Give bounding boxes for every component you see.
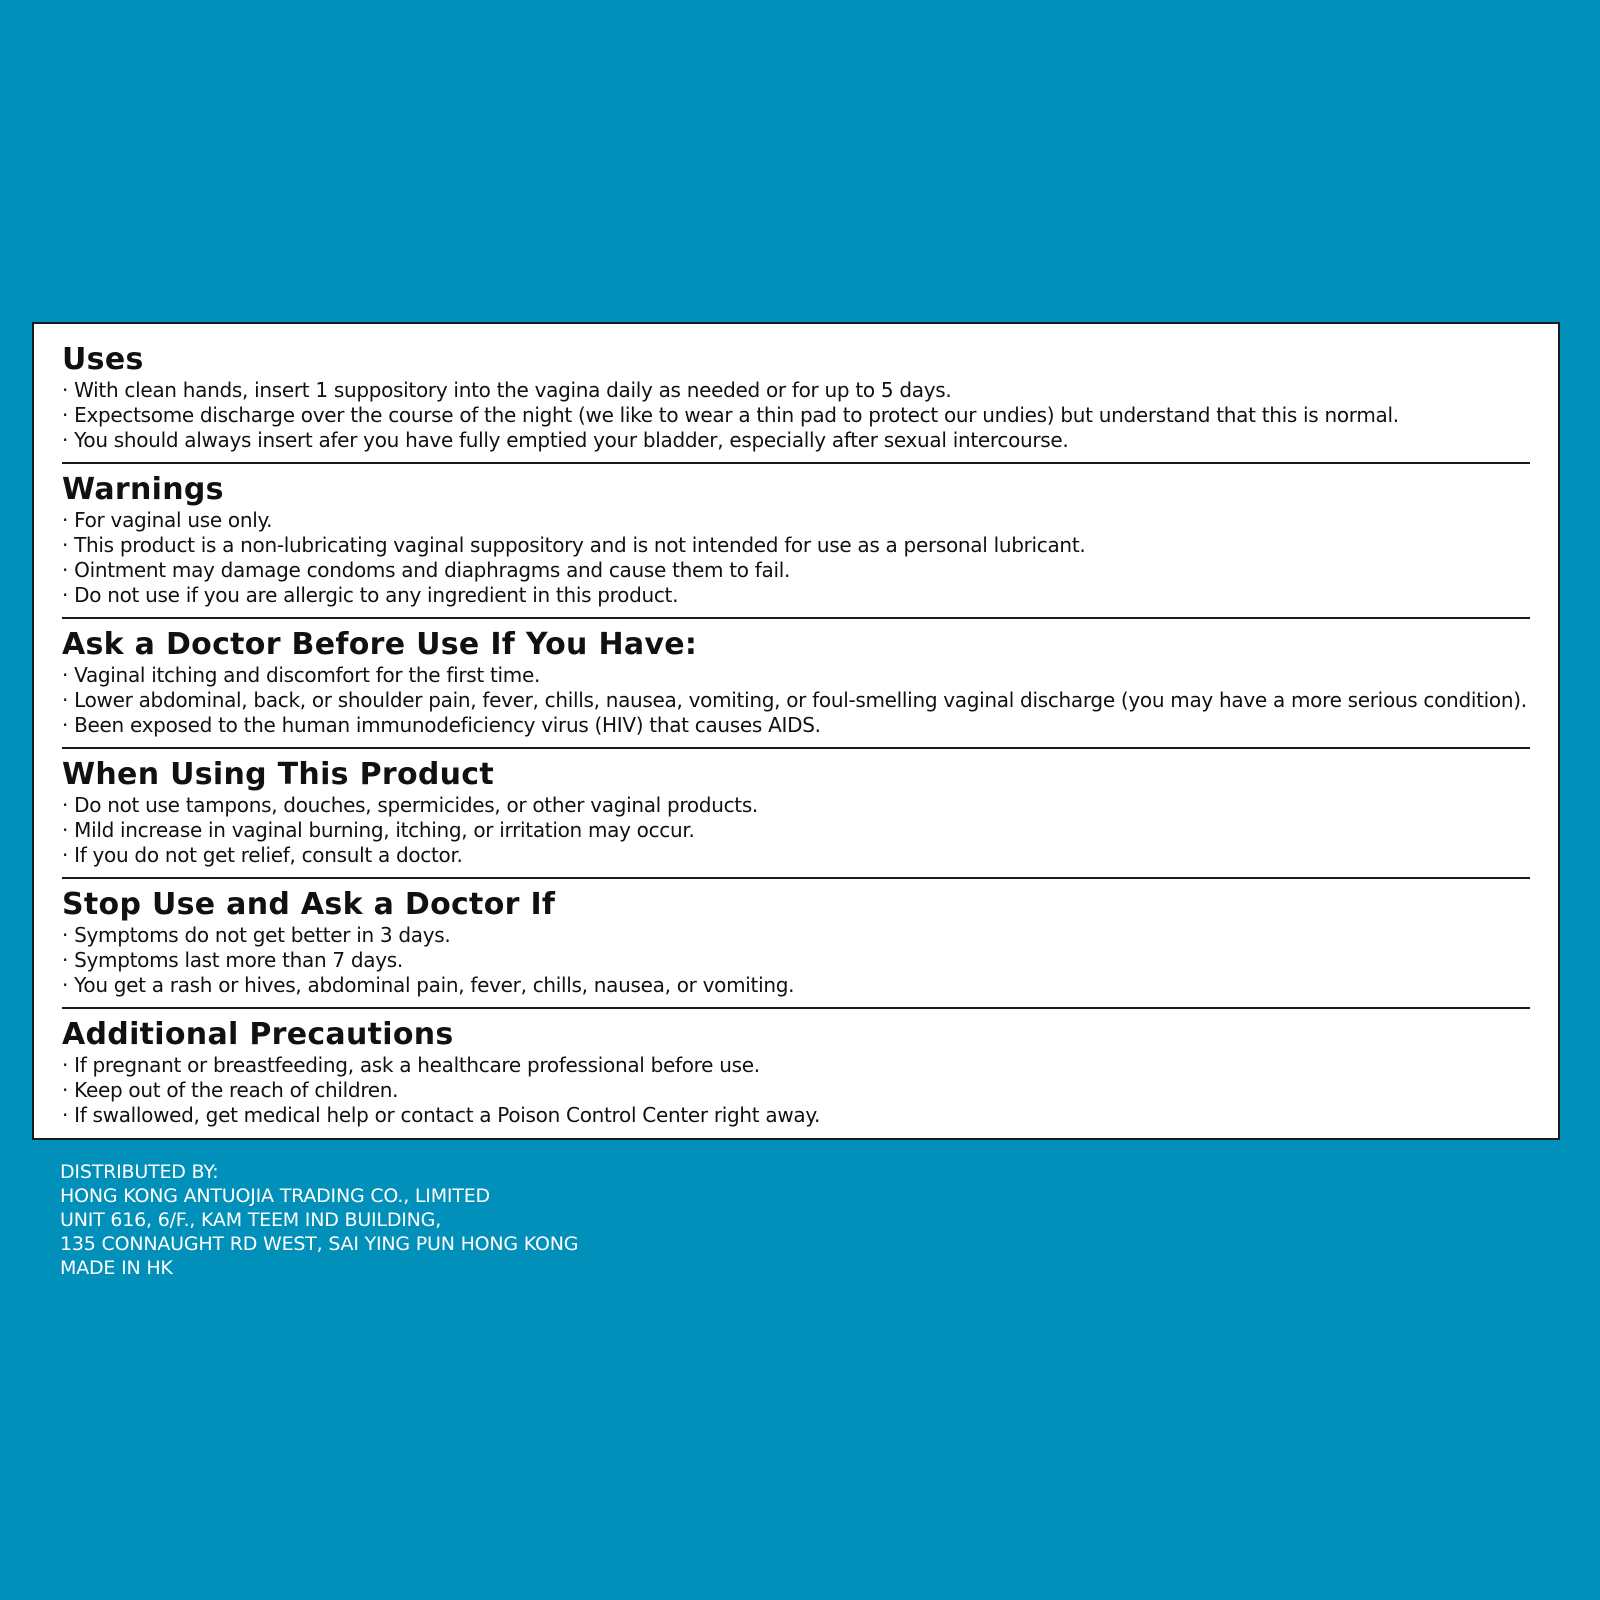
section-ask-doctor: [62, 627, 1530, 749]
section-uses: [62, 342, 1530, 464]
made-in-note: MADE IN HK: [60, 1257, 173, 1279]
distributor-heading: DISTRIBUTED BY:: [60, 1161, 219, 1183]
list-item: · Symptoms last more than 7 days.: [62, 948, 1530, 973]
section-stop-use: [62, 887, 1530, 1009]
section-additional-precautions: [62, 1017, 1530, 1128]
section-title: Uses: [62, 342, 144, 377]
list-item: · For vaginal use only.: [62, 508, 1530, 533]
section-list: [62, 923, 1530, 998]
section-list: [62, 793, 1530, 868]
section-title: When Using This Product: [62, 757, 495, 792]
list-item: · Ointment may damage condoms and diaphragms and cause them to fail.: [62, 558, 1530, 583]
list-item: · You get a rash or hives, abdominal pain, fever, chills, nausea, or vomiting.: [62, 973, 1530, 998]
section-list: [62, 508, 1530, 608]
list-item: · Expectsome discharge over the course of the night (we like to wear a thin pad to protect our undies) but understand that this is normal.: [62, 403, 1530, 428]
list-item: · If pregnant or breastfeeding, ask a healthcare professional before use.: [62, 1053, 1530, 1078]
distributor-info: [60, 1160, 578, 1280]
list-item: · Lower abdominal, back, or shoulder pain, fever, chills, nausea, vomiting, or foul-smelling vaginal discharge (you may have a more serious condition).: [62, 688, 1530, 713]
list-item: · If you do not get relief, consult a doctor.: [62, 843, 1530, 868]
list-item: · Been exposed to the human immunodeficiency virus (HIV) that causes AIDS.: [62, 713, 1530, 738]
section-title: Ask a Doctor Before Use If You Have:: [62, 627, 698, 662]
list-item: · Keep out of the reach of children.: [62, 1078, 1530, 1103]
section-title: Warnings: [62, 472, 224, 507]
distributor-address-line-1: UNIT 616, 6/F., KAM TEEM IND BUILDING,: [60, 1209, 442, 1231]
list-item: · Vaginal itching and discomfort for the first time.: [62, 663, 1530, 688]
list-item: · Do not use if you are allergic to any ingredient in this product.: [62, 583, 1530, 608]
section-list: [62, 378, 1530, 453]
list-item: · Do not use tampons, douches, spermicides, or other vaginal products.: [62, 793, 1530, 818]
distributor-address-line-2: 135 CONNAUGHT RD WEST, SAI YING PUN HONG KONG: [60, 1233, 579, 1255]
list-item: · If swallowed, get medical help or contact a Poison Control Center right away.: [62, 1103, 1530, 1128]
list-item: · Mild increase in vaginal burning, itching, or irritation may occur.: [62, 818, 1530, 843]
list-item: · With clean hands, insert 1 suppository into the vagina daily as needed or for up to 5 days.: [62, 378, 1530, 403]
section-list: [62, 1053, 1530, 1128]
list-item: · Symptoms do not get better in 3 days.: [62, 923, 1530, 948]
drug-facts-panel: [32, 322, 1560, 1140]
section-list: [62, 663, 1530, 738]
section-title: Stop Use and Ask a Doctor If: [62, 887, 556, 922]
list-item: · You should always insert afer you have fully emptied your bladder, especially after sexual intercourse.: [62, 428, 1530, 453]
section-title: Additional Precautions: [62, 1017, 454, 1052]
list-item: · This product is a non-lubricating vaginal suppository and is not intended for use as a personal lubricant.: [62, 533, 1530, 558]
distributor-company: HONG KONG ANTUOJIA TRADING CO., LIMITED: [60, 1185, 490, 1207]
section-when-using: [62, 757, 1530, 879]
section-warnings: [62, 472, 1530, 619]
